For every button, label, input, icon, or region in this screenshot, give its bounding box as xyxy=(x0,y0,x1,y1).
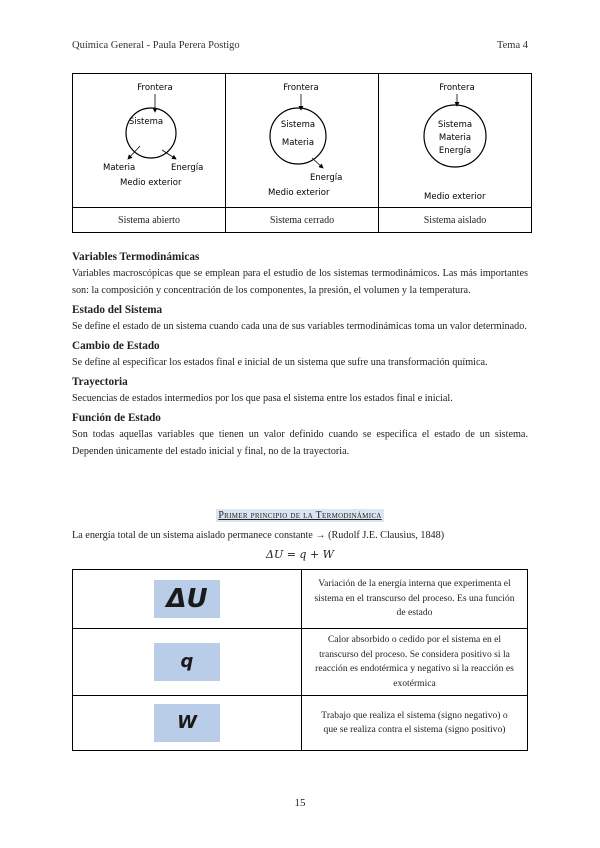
section-text: Son todas aquellas variables que tienen un valor definido cuando se especifica el estado de un sistema. Dependen únicamente del estado inicial y final, no de la trayectoria. xyxy=(72,429,528,457)
materia-label: Materia xyxy=(281,138,315,148)
table-row xyxy=(73,696,528,751)
frontera-label: Frontera xyxy=(439,83,475,93)
description-cell: Trabajo que realiza el sistema (signo negativo) o que se realiza contra el sistema (signo positivo) xyxy=(302,696,528,751)
symbol-cell xyxy=(73,696,302,751)
symbol-cell xyxy=(73,570,302,629)
medio-exterior-label: Medio exterior xyxy=(120,178,182,188)
table-row xyxy=(73,629,528,696)
caption-open-system: Sistema abierto xyxy=(73,208,226,233)
frontera-label: Frontera xyxy=(283,83,319,93)
system-circle xyxy=(270,108,326,164)
section-text: Se define al especificar los estados final e inicial de un sistema que sufre una transformación química. xyxy=(72,357,488,368)
medio-exterior-label: Medio exterior xyxy=(424,192,486,202)
sistema-label: Sistema xyxy=(280,120,316,130)
first-law-title-text: Primer principio de la Termodinámica xyxy=(218,510,382,521)
materia-label: Materia xyxy=(103,163,136,173)
definitions xyxy=(72,249,528,463)
section-text: Secuencias de estados intermedios por los que pasa el sistema entre los estados final e inicial. xyxy=(72,393,453,404)
description-cell: Variación de la energía interna que experimenta el sistema en el transcurso del proceso. Es una función de estado xyxy=(302,570,528,629)
energia-label: Energía xyxy=(171,163,204,173)
q-symbol: q xyxy=(154,643,220,681)
header-title: Química General - Paula Perera Postigo xyxy=(72,40,240,51)
page-number: 15 xyxy=(294,797,306,809)
closed-system-cell xyxy=(226,74,379,208)
first-law-formula: ΔU = q + W xyxy=(266,548,334,561)
open-system-diagram xyxy=(73,74,225,207)
caption-closed-system: Sistema cerrado xyxy=(226,208,379,233)
system-types-table xyxy=(72,73,532,233)
symbol-cell xyxy=(73,629,302,696)
section-heading: Función de Estado xyxy=(72,412,161,424)
delta-u-symbol: ΔU xyxy=(154,580,220,618)
isolated-system-cell xyxy=(379,74,532,208)
sistema-label: Sistema xyxy=(128,117,164,127)
w-symbol: W xyxy=(154,704,220,742)
page-header xyxy=(72,40,528,51)
section-heading: Variables Termodinámicas xyxy=(72,251,200,263)
header-topic: Tema 4 xyxy=(496,40,528,51)
isolated-system-diagram xyxy=(379,74,531,207)
materia-label: Materia xyxy=(438,133,472,143)
first-law-title xyxy=(0,510,600,521)
section-text: Variables macroscópicas que se emplean para el estudio de los sistemas termodinámicos. Las más importantes son: la composición y concentración de los componentes, la presión, el volumen y la temperatura. xyxy=(72,268,528,296)
frontera-label: Frontera xyxy=(137,83,173,93)
description-cell: Calor absorbido o cedido por el sistema en el transcurso del proceso. Se considera positivo si la reacción es endotérmica y negativo si la reacción es exotérmica xyxy=(302,629,528,696)
table-row xyxy=(73,570,528,629)
caption-isolated-system: Sistema aislado xyxy=(379,208,532,233)
variables-table xyxy=(72,569,528,751)
section-heading: Cambio de Estado xyxy=(72,340,160,352)
energia-label: Energía xyxy=(438,146,472,156)
energia-label: Energía xyxy=(310,173,343,183)
energia-arrow xyxy=(312,158,323,168)
section-text: Se define el estado de un sistema cuando cada una de sus variables termodinámicas toma un valor determinado. xyxy=(72,321,527,332)
system-circle xyxy=(126,108,176,158)
materia-arrow xyxy=(128,146,140,159)
medio-exterior-label: Medio exterior xyxy=(268,188,330,198)
section-heading: Trayectoria xyxy=(72,376,128,388)
first-law-statement: La energía total de un sistema aislado permanece constante → (Rudolf J.E. Clausius, 1848) xyxy=(72,530,445,541)
section-heading: Estado del Sistema xyxy=(72,304,163,316)
open-system-cell xyxy=(73,74,226,208)
closed-system-diagram xyxy=(226,74,378,207)
sistema-label: Sistema xyxy=(437,120,473,130)
